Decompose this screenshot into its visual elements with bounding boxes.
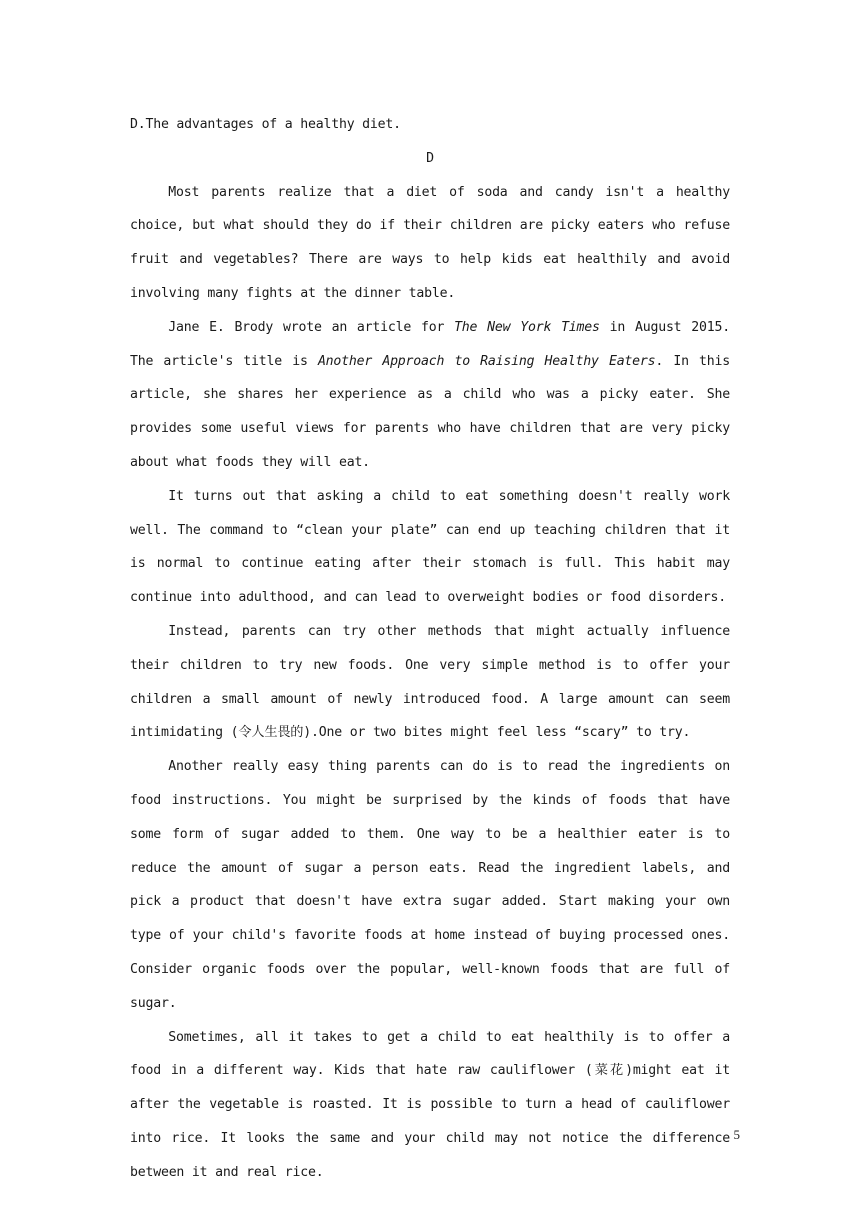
paragraph-5: Another really easy thing parents can do is to read the ingredients on food instructions. You might be surprised by the kinds of foods that have some form of sugar added to them. One way to be a healthier eater is to reduce the amount of sugar a person eats. Read the ingredient labels, and pick a product that doesn't have extra sugar added. Start making your own type of your child's favorite foods at home instead of buying processed ones. Consider organic foods over the popular, well-known foods that are full of sugar. [130,759,730,1011]
paragraph-1: Most parents realize that a diet of soda and candy isn't a healthy choice, but what should they do if their children are picky eaters who refuse fruit and vegetables? There are ways to help kids eat healthily and avoid involving many fights at the dinner table. [130,184,730,301]
section-label: D [426,150,434,166]
passage-body [130,108,730,1190]
paragraph-6: Sometimes, all it takes to get a child to eat healthily is to offer a food in a different way. Kids that hate raw cauliflower (菜花)might eat it after the vegetable is roasted. It is possible to turn a head of cauliflower into rice. It looks the same and your child may not notice the difference between it and real rice. [130,1029,730,1180]
paragraph-2-part-c: . In this article, she shares her experience as a child who was a picky eater. She provides some useful views for parents who have children that are very picky about what foods they will eat. [130,353,731,470]
option-d: D.The advantages of a healthy diet. [130,117,401,132]
page-number: 5 [733,1127,740,1142]
newspaper-title: The New York Times [454,319,600,335]
paragraph-2-part-b: in August 2015. The article's title is [130,319,730,369]
paragraph-2 [130,311,730,480]
paragraph-4: Instead, parents can try other methods that might actually influence their children to try new foods. One very simple method is to offer your children a small amount of newly introduced food. A large amount can seem intimidating (令人生畏的).One or two bites might feel less “scary” to try. [130,623,730,741]
article-title: Another Approach to Raising Healthy Eaters [317,353,656,369]
paragraph-3: It turns out that asking a child to eat something doesn't really work well. The command to “clean your plate” can end up teaching children that it is normal to continue eating after their stomach is full. This habit may continue into adulthood, and can lead to overweight bodies or food disorders. [130,488,730,606]
paragraph-2-part-a: Jane E. Brody wrote an article for [168,319,455,335]
